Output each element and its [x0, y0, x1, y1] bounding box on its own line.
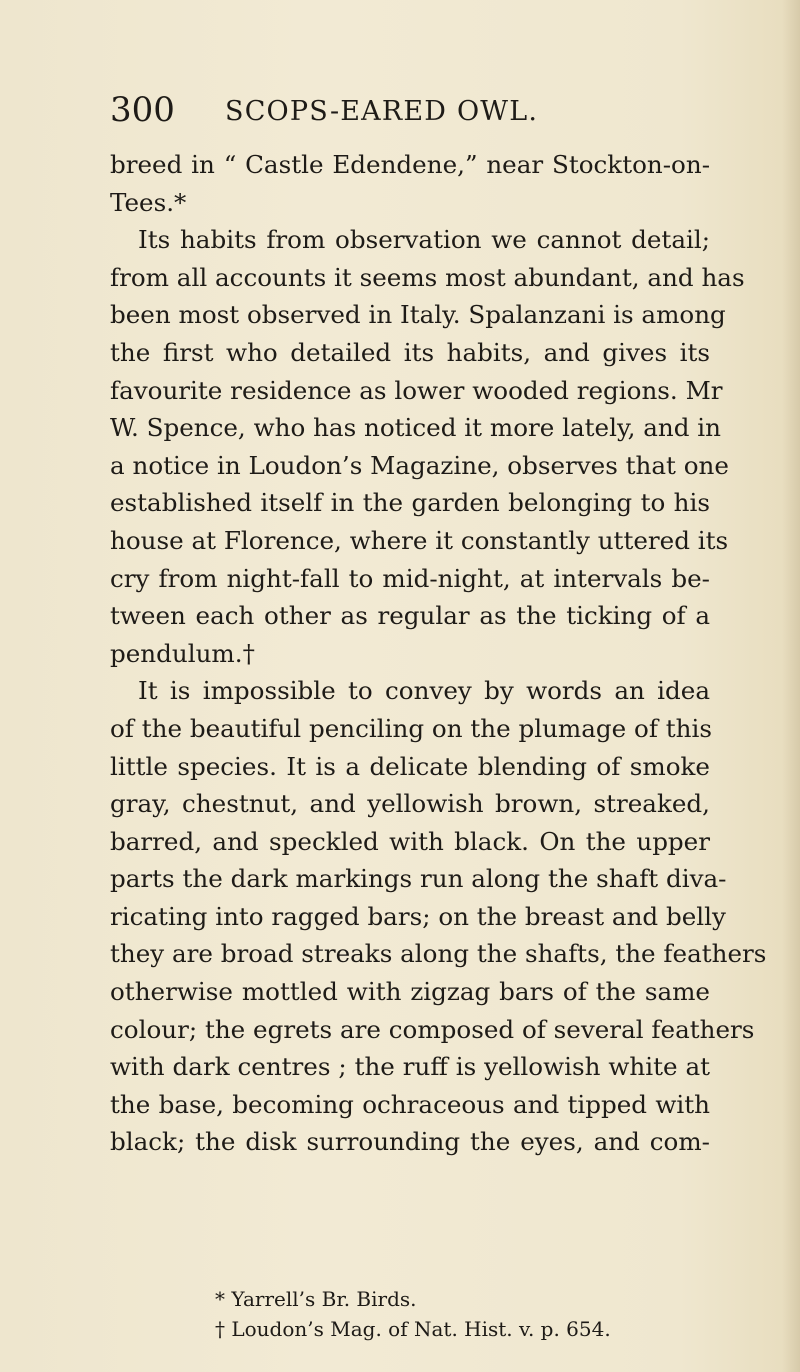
- text-line: the base, becoming ochraceous and tipped with: [110, 1089, 710, 1119]
- text-line: favourite residence as lower wooded regions. Mr: [110, 375, 723, 405]
- text-line: otherwise mottled with zigzag bars of the same: [110, 977, 710, 1007]
- text-line: barred, and speckled with black. On the upper: [110, 826, 710, 856]
- footnote: † Loudon’s Mag. of Nat. Hist. v. p. 654.: [215, 1317, 611, 1341]
- text-line: established itself in the garden belonging to his: [110, 488, 710, 518]
- text-line: Tees.*: [110, 187, 187, 217]
- text-line: tween each other as regular as the ticking of a: [110, 601, 710, 631]
- text-line: the first who detailed its habits, and gives its: [110, 337, 710, 367]
- text-line: Its habits from observation we cannot detail;: [138, 225, 710, 255]
- text-line: breed in “ Castle Edendene,” near Stockton-on-: [110, 150, 710, 179]
- text-line: ricating into ragged bars; on the breast and belly: [110, 901, 726, 931]
- text-line: colour; the egrets are composed of several feathers: [110, 1014, 755, 1044]
- text-line: a notice in Loudon’s Magazine, observes that one: [110, 450, 729, 480]
- text-line: from all accounts it seems most abundant, and has: [110, 262, 745, 292]
- page-number: 300: [110, 90, 175, 130]
- text-line: cry from night-fall to mid-night, at intervals be-: [110, 563, 710, 593]
- text-line: of the beautiful penciling on the plumage of this: [110, 713, 712, 743]
- footnotes: [110, 1284, 710, 1344]
- text-line: little species. It is a delicate blending of smoke: [110, 751, 710, 781]
- text-line: W. Spence, who has noticed it more lately, and in: [110, 413, 721, 443]
- text-line: house at Florence, where it constantly uttered its: [110, 525, 729, 555]
- running-head: SCOPS-EARED OWL.: [225, 96, 539, 127]
- text-line: black; the disk surrounding the eyes, and com-: [110, 1127, 710, 1157]
- text-line: they are broad streaks along the shafts, the feathers: [110, 939, 767, 969]
- text-line: pendulum.†: [110, 638, 255, 668]
- text-line: been most observed in Italy. Spalanzani is among: [110, 300, 726, 330]
- text-line: It is impossible to convey by words an idea: [138, 676, 710, 706]
- body-text: [110, 146, 767, 1161]
- text-line: gray, chestnut, and yellowish brown, streaked,: [110, 789, 710, 819]
- footnote: * Yarrell’s Br. Birds.: [215, 1287, 417, 1311]
- page-header: [0, 88, 800, 132]
- page-edge-shadow: [782, 0, 800, 1372]
- text-line: with dark centres ; the ruff is yellowish white at: [110, 1052, 710, 1082]
- text-line: parts the dark markings run along the shaft diva-: [110, 864, 727, 894]
